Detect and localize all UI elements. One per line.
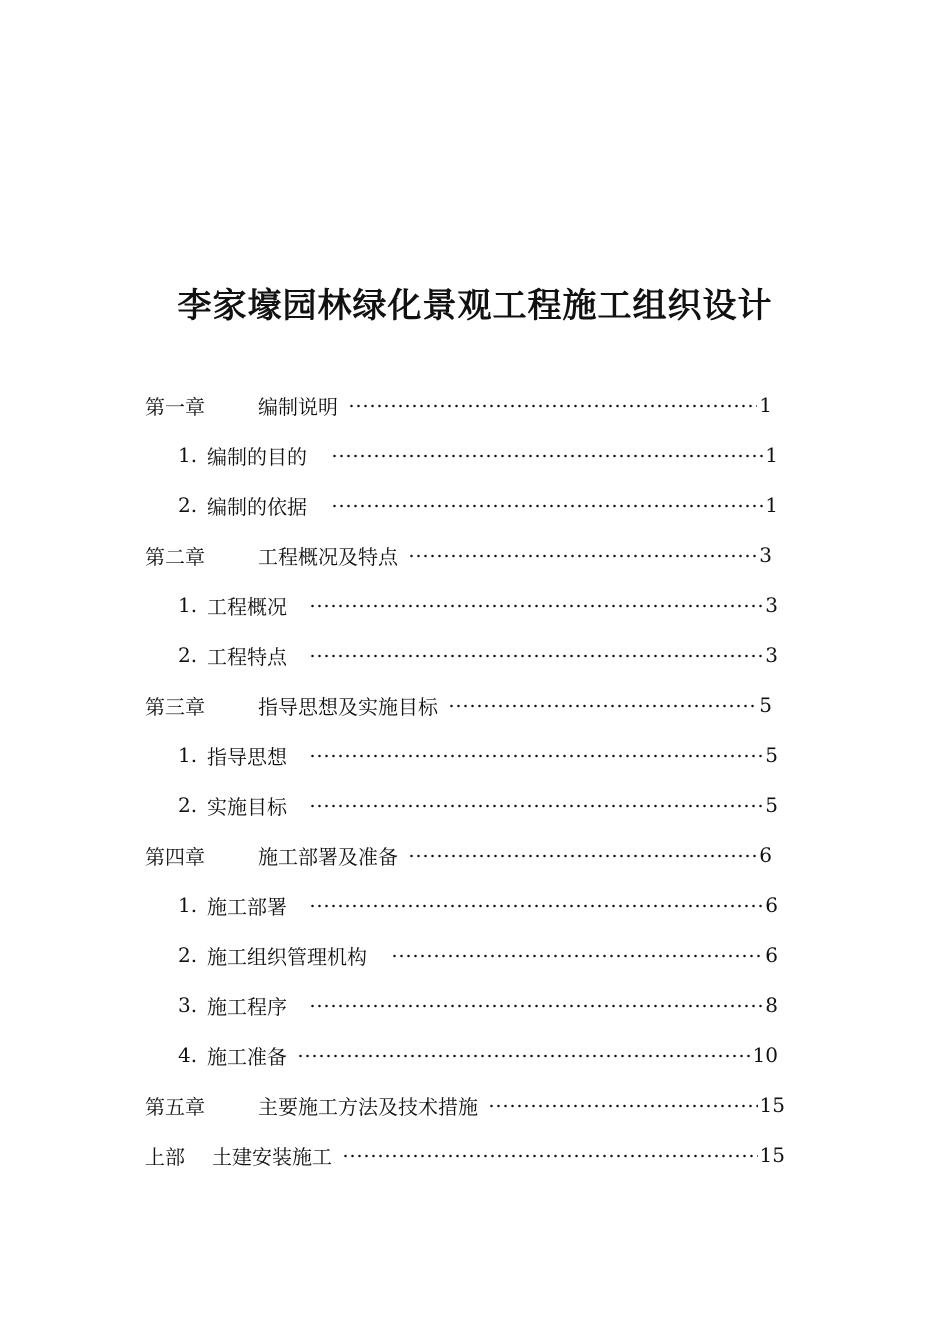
- toc-dot-leader: [309, 746, 763, 766]
- toc-page-number: 15: [759, 1093, 785, 1117]
- toc-section-number: 3.: [178, 993, 198, 1017]
- toc-dot-leader: [408, 546, 757, 566]
- toc-entry-title: 指导思想及实施目标: [258, 694, 438, 719]
- toc-page-number: 6: [765, 893, 778, 917]
- toc-entry-chapter[interactable]: [145, 835, 772, 875]
- toc-entry-section[interactable]: [178, 435, 778, 475]
- toc-entry-section[interactable]: [178, 935, 778, 975]
- toc-chapter-number: 第五章: [145, 1094, 205, 1119]
- toc-section-number: 1.: [178, 443, 198, 467]
- toc-section-number: 1.: [178, 893, 198, 917]
- toc-section-number: 1.: [178, 743, 198, 767]
- toc-entry-section[interactable]: [178, 635, 778, 675]
- toc-page-number: 5: [765, 743, 778, 767]
- toc-section-number: 2.: [178, 643, 198, 667]
- toc-entry-title: 施工组织管理机构: [207, 944, 367, 969]
- toc-entry-title: 施工部署: [207, 894, 287, 919]
- toc-dot-leader: [309, 796, 763, 816]
- toc-page-number: 1: [759, 393, 772, 417]
- toc-entry-title: 编制的依据: [207, 494, 307, 519]
- toc-dot-leader: [309, 646, 763, 666]
- toc-page-number: 3: [765, 643, 778, 667]
- toc-section-number: 2.: [178, 943, 198, 967]
- toc-dot-leader: [309, 596, 763, 616]
- toc-entry-title: 实施目标: [207, 794, 287, 819]
- toc-entry-section[interactable]: [178, 1035, 778, 1075]
- toc-dot-leader: [331, 446, 763, 466]
- toc-entry-title: 工程概况: [207, 594, 287, 619]
- toc-entry-chapter[interactable]: [145, 385, 772, 425]
- toc-entry-section[interactable]: [178, 785, 778, 825]
- toc-entry-title: 编制的目的: [207, 444, 307, 469]
- toc-dot-leader: [391, 946, 763, 966]
- toc-entry-section[interactable]: [178, 585, 778, 625]
- toc-section-number: 2.: [178, 493, 198, 517]
- toc-chapter-number: 第四章: [145, 844, 205, 869]
- toc-page-number: 1: [765, 493, 778, 517]
- toc-entry-section[interactable]: [178, 735, 778, 775]
- toc-chapter-number: 第一章: [145, 394, 205, 419]
- toc-page-number: 3: [765, 593, 778, 617]
- toc-entry-title: 指导思想: [207, 744, 287, 769]
- toc-page-number: 6: [765, 943, 778, 967]
- toc-entry-section[interactable]: [178, 485, 778, 525]
- toc-entry-title: 施工准备: [207, 1044, 287, 1069]
- toc-dot-leader: [331, 496, 763, 516]
- toc-chapter-number: 第三章: [145, 694, 205, 719]
- toc-entry-part[interactable]: [145, 1135, 785, 1175]
- toc-entry-title: 主要施工方法及技术措施: [258, 1094, 478, 1119]
- toc-entry-chapter[interactable]: [145, 535, 772, 575]
- toc-entry-title: 施工程序: [207, 994, 287, 1019]
- toc-entry-section[interactable]: [178, 885, 778, 925]
- toc-dot-leader: [342, 1146, 758, 1166]
- toc-entry-title: 编制说明: [258, 394, 338, 419]
- toc-page-number: 15: [759, 1143, 785, 1167]
- toc-page-number: 10: [752, 1043, 778, 1067]
- toc-dot-leader: [348, 396, 757, 416]
- toc-section-number: 2.: [178, 793, 198, 817]
- toc-page-number: 5: [765, 793, 778, 817]
- toc-dot-leader: [309, 896, 763, 916]
- toc-part-number: 上部: [145, 1144, 185, 1169]
- toc-page-number: 1: [765, 443, 778, 467]
- toc-chapter-number: 第二章: [145, 544, 205, 569]
- toc-dot-leader: [309, 996, 763, 1016]
- toc-entry-section[interactable]: [178, 985, 778, 1025]
- toc-dot-leader: [408, 846, 757, 866]
- toc-entry-title: 工程特点: [207, 644, 287, 669]
- toc-page-number: 8: [765, 993, 778, 1017]
- toc-entry-title: 土建安装施工: [212, 1144, 332, 1169]
- toc-page-number: 6: [759, 843, 772, 867]
- toc-entry-chapter[interactable]: [145, 1085, 785, 1125]
- toc-entry-title: 施工部署及准备: [258, 844, 398, 869]
- toc-page-number: 3: [759, 543, 772, 567]
- toc-entry-chapter[interactable]: [145, 685, 772, 725]
- document-title: 李家壕园林绿化景观工程施工组织设计: [177, 286, 773, 326]
- toc-section-number: 4.: [178, 1043, 198, 1067]
- toc-section-number: 1.: [178, 593, 198, 617]
- toc-entry-title: 工程概况及特点: [258, 544, 398, 569]
- toc-page-number: 5: [759, 693, 772, 717]
- toc-dot-leader: [448, 696, 757, 716]
- toc-dot-leader: [297, 1046, 751, 1066]
- toc-dot-leader: [488, 1096, 758, 1116]
